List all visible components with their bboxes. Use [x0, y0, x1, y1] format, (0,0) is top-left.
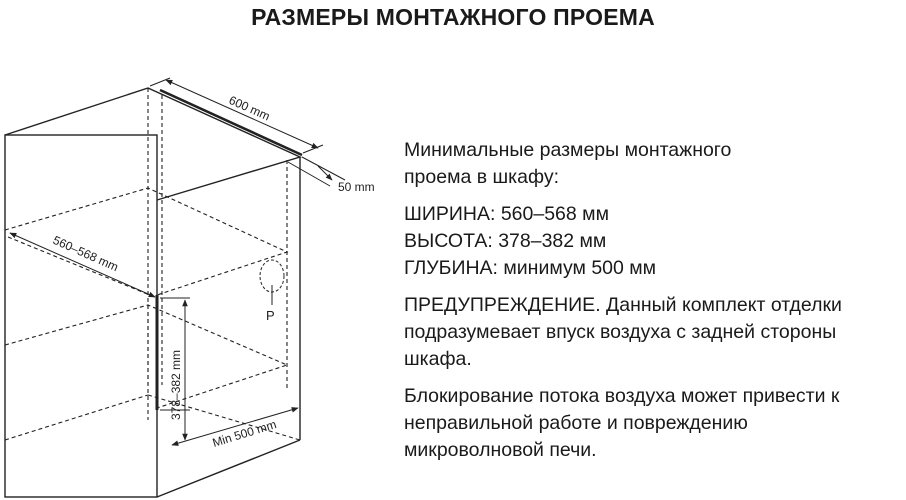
warning-line3: шкафа.	[404, 348, 472, 370]
dim-50	[288, 157, 345, 186]
height-spec: ВЫСОТА: 378–382 мм	[404, 230, 607, 252]
block-line3: микроволновой печи.	[404, 439, 597, 461]
outlet-label: P	[266, 308, 275, 323]
outlet-icon	[260, 260, 284, 305]
warning-line2: подразумевает впуск воздуха с задней стороны	[404, 321, 837, 343]
cabinet-hidden-edges	[5, 88, 300, 440]
width-spec: ШИРИНА: 560–568 мм	[404, 203, 609, 225]
min-sizes-line2: проема в шкафу:	[404, 166, 559, 188]
min-sizes-line1: Минимальные размеры монтажного	[404, 139, 732, 161]
cabinet-diagram	[0, 0, 400, 500]
block-line2: неправильной работе и повреждению	[404, 412, 748, 434]
dim-width-label: 560–568 mm	[50, 232, 121, 275]
dim-600-label: 600 mm	[226, 92, 273, 124]
dim-height-label: 378–382 mm	[169, 349, 183, 420]
dim-width-line	[10, 233, 155, 297]
dim-depth-label: Min 500 mm	[210, 417, 279, 450]
page-title: РАЗМЕРЫ МОНТАЖНОГО ПРОЕМА	[251, 4, 655, 30]
dim-50-label: 50 mm	[338, 180, 375, 194]
info-block	[404, 137, 842, 464]
warning-line1: ПРЕДУПРЕЖДЕНИЕ. Данный комплект отделки	[404, 294, 842, 316]
block-line1: Блокирование потока воздуха может привести к	[404, 385, 840, 407]
depth-spec: ГЛУБИНА: минимум 500 мм	[404, 257, 657, 279]
dim-600	[150, 78, 323, 153]
